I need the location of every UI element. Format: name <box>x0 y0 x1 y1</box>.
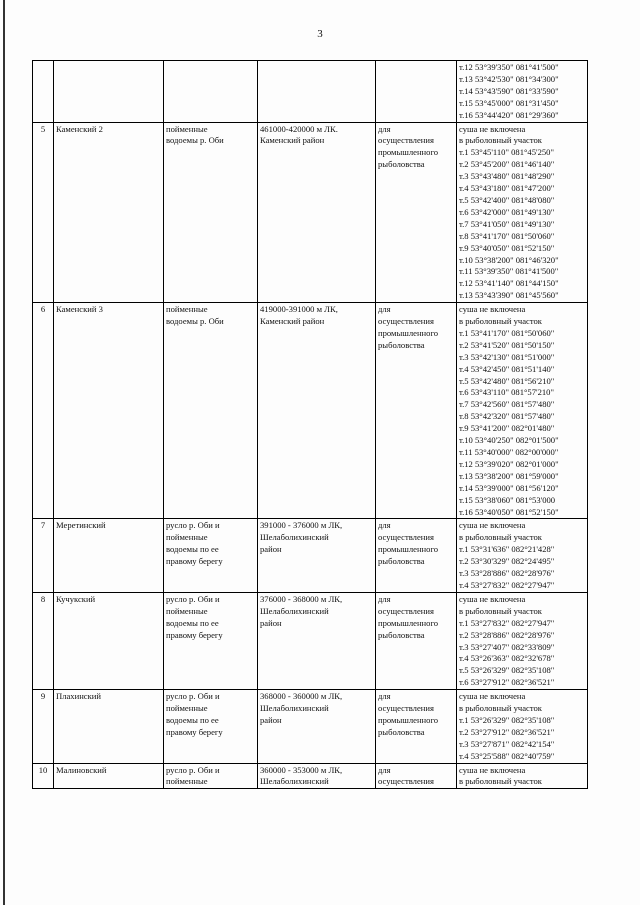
boundary-line: т.14 53°39'000" 081°56'120" <box>459 482 559 493</box>
cell-name <box>54 61 164 123</box>
boundary-line: т.1 53°41'170" 081°50'060" <box>459 327 555 338</box>
cell-water <box>164 763 258 789</box>
purpose-line: осуществления <box>378 776 434 787</box>
boundary-line: т.15 53°38'060" 081°53'000 <box>459 494 556 505</box>
cell-purpose <box>376 690 457 763</box>
row-number: 5 <box>40 123 46 134</box>
cell-name <box>54 122 164 303</box>
table-row <box>33 690 588 763</box>
cell-water <box>164 122 258 303</box>
cell-name <box>54 303 164 519</box>
boundary-line: т.9 53°41'200" 082°01'480" <box>459 423 555 434</box>
boundary-line: т.7 53°42'560" 081°57'480" <box>459 399 555 410</box>
river-segment-line: район <box>260 617 282 628</box>
site-name: Меретинский <box>56 520 106 531</box>
row-number: 10 <box>38 764 48 775</box>
table-body <box>33 61 588 789</box>
boundary-line: в рыболовный участок <box>459 703 542 714</box>
purpose-line: для <box>378 304 391 315</box>
cell-purpose <box>376 61 457 123</box>
purpose-line: для <box>378 520 391 531</box>
boundary-line: т.2 53°45'200" 081°46'140" <box>459 159 555 170</box>
site-name: Каменский 2 <box>56 123 103 134</box>
cell-segment <box>258 519 376 592</box>
cell-segment <box>258 122 376 303</box>
boundary-line: т.6 53°27'912" 082°36'521" <box>459 677 555 688</box>
boundary-line: в рыболовный участок <box>459 532 542 543</box>
row-number: 6 <box>40 304 46 315</box>
boundary-line: т.12 53°41'140" 081°44'150" <box>459 278 559 289</box>
boundary-line: т.16 53°40'050" 081°52'150" <box>459 506 559 517</box>
cell-name <box>54 519 164 592</box>
cell-boundary <box>457 303 588 519</box>
boundary-line: т.8 53°41'170" 081°50'060" <box>459 230 555 241</box>
purpose-line: осуществления <box>378 316 434 327</box>
boundary-line: т.8 53°42'320" 081°57'480" <box>459 411 555 422</box>
water-body-line: русло р. Оби и <box>166 764 220 775</box>
site-name: Каменский 3 <box>56 304 103 315</box>
table-row <box>33 122 588 303</box>
boundary-line: суша не включена <box>459 691 526 702</box>
water-body-line: пойменные <box>166 123 208 134</box>
boundary-line: т.4 53°43'180" 081°47'200" <box>459 183 555 194</box>
river-segment-line: Шелаболихинский <box>260 532 329 543</box>
boundary-line: т.1 53°45'110" 081°45'250" <box>459 147 554 158</box>
purpose-line: рыболовства <box>378 726 425 737</box>
purpose-line: рыболовства <box>378 159 425 170</box>
water-body-line: водоемы р. Оби <box>166 135 224 146</box>
cell-boundary <box>457 122 588 303</box>
boundary-line: т.3 53°27'871" 082°42'154" <box>459 738 555 749</box>
cell-segment <box>258 763 376 789</box>
boundary-line: т.4 53°27'832" 082°27'947" <box>459 579 555 590</box>
cell-segment <box>258 592 376 689</box>
water-body-line: пойменные <box>166 532 208 543</box>
cell-num <box>33 592 54 689</box>
site-name: Малиновский <box>56 764 107 775</box>
purpose-line: осуществления <box>378 605 434 616</box>
boundary-line: суша не включена <box>459 593 526 604</box>
row-number: 9 <box>40 691 46 702</box>
water-body-line: русло р. Оби и <box>166 691 220 702</box>
boundary-line: т.10 53°38'200" 081°46'320" <box>459 254 559 265</box>
cell-num <box>33 61 54 123</box>
purpose-line: промышленного <box>378 714 439 725</box>
table-row <box>33 303 588 519</box>
purpose-line: промышленного <box>378 147 439 158</box>
boundary-line: в рыболовный участок <box>459 776 542 787</box>
table-row <box>33 763 588 789</box>
river-segment-line: 368000 - 360000 м ЛК, <box>260 691 343 702</box>
water-body-line: водоемы по ее <box>166 617 219 628</box>
cell-num <box>33 763 54 789</box>
row-number: 8 <box>40 593 46 604</box>
river-segment-line: 419000-391000 м ЛК, <box>260 304 338 315</box>
cell-water <box>164 592 258 689</box>
purpose-line: осуществления <box>378 532 434 543</box>
purpose-line: для <box>378 123 391 134</box>
boundary-line: т.2 53°28'886" 082°28'976" <box>459 629 555 640</box>
boundary-line: т.4 53°26'363" 082°32'678" <box>459 653 555 664</box>
page-number: 3 <box>317 28 323 40</box>
boundary-line: суша не включена <box>459 764 526 775</box>
water-body-line: водоемы р. Оби <box>166 316 224 327</box>
site-name: Кучукский <box>56 593 96 604</box>
boundary-line: т.11 53°40'000" 082°00'000" <box>459 447 559 457</box>
boundary-line: суша не включена <box>459 123 526 134</box>
boundary-line: т.1 53°27'832" 082°27'947" <box>459 617 555 628</box>
purpose-line: осуществления <box>378 135 434 146</box>
purpose-line: для <box>378 764 391 775</box>
river-segment-line: 360000 - 353000 м ЛК, <box>260 764 343 775</box>
purpose-line: рыболовства <box>378 556 425 567</box>
purpose-line: для <box>378 593 391 604</box>
cell-purpose <box>376 519 457 592</box>
boundary-line: т.3 53°27'407" 082°33'809" <box>459 641 555 652</box>
boundary-line: т.10 53°40'250" 082°01'500" <box>459 435 559 446</box>
boundary-line: т.13 53°42'530" 081°34'300" <box>459 73 559 84</box>
boundary-line: т.1 53°26'329" 082°35'108" <box>459 714 555 725</box>
cell-name <box>54 690 164 763</box>
purpose-line: промышленного <box>378 544 439 555</box>
boundary-line: т.15 53°45'000" 081°31'450" <box>459 97 559 108</box>
cell-water <box>164 690 258 763</box>
river-segment-line: район <box>260 714 282 725</box>
boundary-line: т.6 53°42'000" 081°49'130" <box>459 206 555 217</box>
cell-boundary <box>457 763 588 789</box>
cell-boundary <box>457 592 588 689</box>
river-segment-line: Шелаболихинский <box>260 776 329 787</box>
river-segment-line: 461000-420000 м ЛК. <box>260 123 338 134</box>
river-segment-line: Шелаболихинский <box>260 703 329 714</box>
river-segment-line: 376000 - 368000 м ЛК, <box>260 593 343 604</box>
boundary-line: т.14 53°43'590" 081°33'590" <box>459 85 559 96</box>
cell-purpose <box>376 303 457 519</box>
water-body-line: правому берегу <box>166 726 223 737</box>
water-body-line: водоемы по ее <box>166 544 219 555</box>
boundary-line: т.1 53°31'636" 082°21'428" <box>459 544 555 555</box>
water-body-line: правому берегу <box>166 556 223 567</box>
cell-name <box>54 763 164 789</box>
river-segment-line: район <box>260 544 282 555</box>
water-body-line: русло р. Оби и <box>166 520 220 531</box>
boundary-line: т.12 53°39'350" 081°41'500" <box>459 62 559 72</box>
river-segment-line: Каменский район <box>260 135 325 146</box>
cell-purpose <box>376 592 457 689</box>
site-name: Плахинский <box>56 691 101 702</box>
boundary-line: суша не включена <box>459 520 526 531</box>
boundary-line: т.5 53°26'329" 082°35'108" <box>459 665 555 676</box>
boundary-line: суша не включена <box>459 304 526 315</box>
boundary-line: т.2 53°27'912" 082°36'521" <box>459 726 555 737</box>
table-row <box>33 61 588 123</box>
cell-water <box>164 303 258 519</box>
boundary-line: т.2 53°30'329" 082°24'495" <box>459 556 555 567</box>
boundary-line: т.4 53°42'450" 081°51'140" <box>459 363 555 374</box>
purpose-line: рыболовства <box>378 339 425 350</box>
cell-segment <box>258 303 376 519</box>
cell-water <box>164 61 258 123</box>
boundary-line: т.9 53°40'050" 081°52'150" <box>459 242 555 253</box>
row-number: 7 <box>40 520 46 531</box>
cell-num <box>33 303 54 519</box>
purpose-line: промышленного <box>378 617 439 628</box>
cell-purpose <box>376 763 457 789</box>
fishing-sites-table <box>32 60 588 789</box>
water-body-line: пойменные <box>166 304 208 315</box>
cell-boundary <box>457 61 588 123</box>
water-body-line: русло р. Оби и <box>166 593 220 604</box>
cell-name <box>54 592 164 689</box>
boundary-line: т.16 53°44'420" 081°29'360" <box>459 109 559 120</box>
purpose-line: для <box>378 691 391 702</box>
boundary-line: в рыболовный участок <box>459 135 542 146</box>
boundary-line: в рыболовный участок <box>459 605 542 616</box>
boundary-line: т.13 53°38'200" 081°59'000" <box>459 470 559 481</box>
purpose-line: рыболовства <box>378 629 425 640</box>
river-segment-line: Каменский район <box>260 316 325 327</box>
boundary-line: т.13 53°43'390" 081°45'560" <box>459 290 559 301</box>
cell-boundary <box>457 519 588 592</box>
boundary-line: т.5 53°42'480" 081°56'210" <box>459 375 555 386</box>
cell-segment <box>258 690 376 763</box>
table-row <box>33 519 588 592</box>
cell-num <box>33 122 54 303</box>
water-body-line: пойменные <box>166 703 208 714</box>
boundary-line: т.2 53°41'520" 081°50'150" <box>459 339 555 350</box>
water-body-line: правому берегу <box>166 629 223 640</box>
cell-boundary <box>457 690 588 763</box>
cell-water <box>164 519 258 592</box>
river-segment-line: Шелаболихинский <box>260 605 329 616</box>
boundary-line: т.7 53°41'050" 081°49'130" <box>459 218 555 229</box>
boundary-line: т.3 53°42'130" 081°51'000" <box>459 351 555 362</box>
boundary-line: т.4 53°25'588" 082°40'759" <box>459 750 555 761</box>
river-segment-line: 391000 - 376000 м ЛК, <box>260 520 343 531</box>
boundary-line: т.11 53°39'350" 081°41'500" <box>459 266 559 277</box>
cell-purpose <box>376 122 457 303</box>
table-row <box>33 592 588 689</box>
boundary-line: т.12 53°39'020" 082°01'000" <box>459 458 559 469</box>
cell-num <box>33 519 54 592</box>
purpose-line: промышленного <box>378 327 439 338</box>
scan-left-edge <box>3 0 5 905</box>
boundary-line: т.3 53°43'480" 081°48'290" <box>459 171 555 182</box>
water-body-line: пойменные <box>166 605 208 616</box>
cell-segment <box>258 61 376 123</box>
purpose-line: осуществления <box>378 703 434 714</box>
water-body-line: пойменные <box>166 776 208 787</box>
cell-num <box>33 690 54 763</box>
boundary-line: т.6 53°43'110" 081°57'210" <box>459 387 554 398</box>
boundary-line: т.5 53°42'400" 081°48'080" <box>459 194 555 205</box>
water-body-line: водоемы по ее <box>166 714 219 725</box>
boundary-line: в рыболовный участок <box>459 316 542 327</box>
boundary-line: т.3 53°28'886" 082°28'976" <box>459 568 555 579</box>
